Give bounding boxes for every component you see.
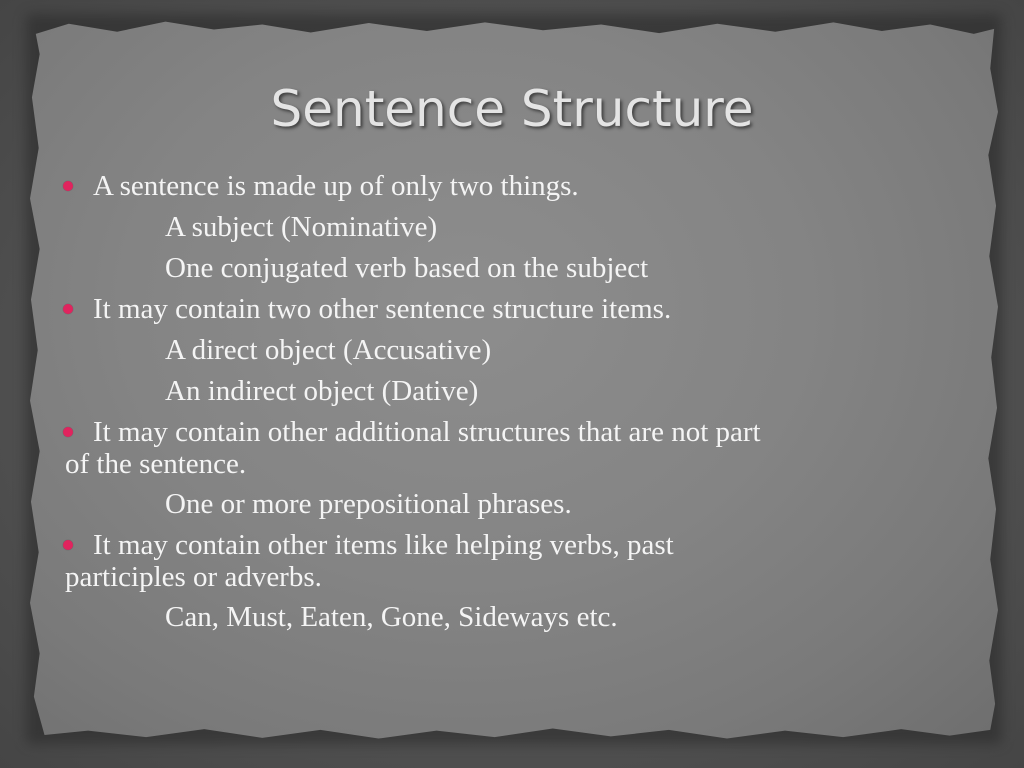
sub-item: A subject (Nominative) <box>165 211 438 243</box>
sub-item: A direct object (Accusative) <box>165 334 492 366</box>
bullet-dot-icon <box>63 181 73 191</box>
sub-item: One conjugated verb based on the subject <box>165 252 649 284</box>
sub-item: Can, Must, Eaten, Gone, Sideways etc. <box>165 601 618 633</box>
bullet-dot-icon <box>63 427 73 437</box>
bullet-item <box>60 293 960 325</box>
bullet-text-line-2: participles or adverbs. <box>65 561 322 593</box>
sub-item: An indirect object (Dative) <box>165 375 479 407</box>
bullet-item <box>60 529 960 593</box>
bullet-text: It may contain two other sentence structure items. <box>93 293 672 325</box>
bullet-text-line-2: of the sentence. <box>65 448 247 480</box>
bullet-dot-icon <box>63 304 73 314</box>
slide-title: Sentence Structure <box>270 80 754 138</box>
slide-body <box>60 170 960 642</box>
bullet-item <box>60 170 960 202</box>
bullet-dot-icon <box>63 540 73 550</box>
sub-item: One or more prepositional phrases. <box>165 488 572 520</box>
bullet-text-line-1: It may contain other additional structures that are not part <box>93 416 761 448</box>
bullet-text: A sentence is made up of only two things. <box>93 170 579 202</box>
bullet-item <box>60 416 960 480</box>
bullet-text-line-1: It may contain other items like helping verbs, past <box>93 529 674 561</box>
